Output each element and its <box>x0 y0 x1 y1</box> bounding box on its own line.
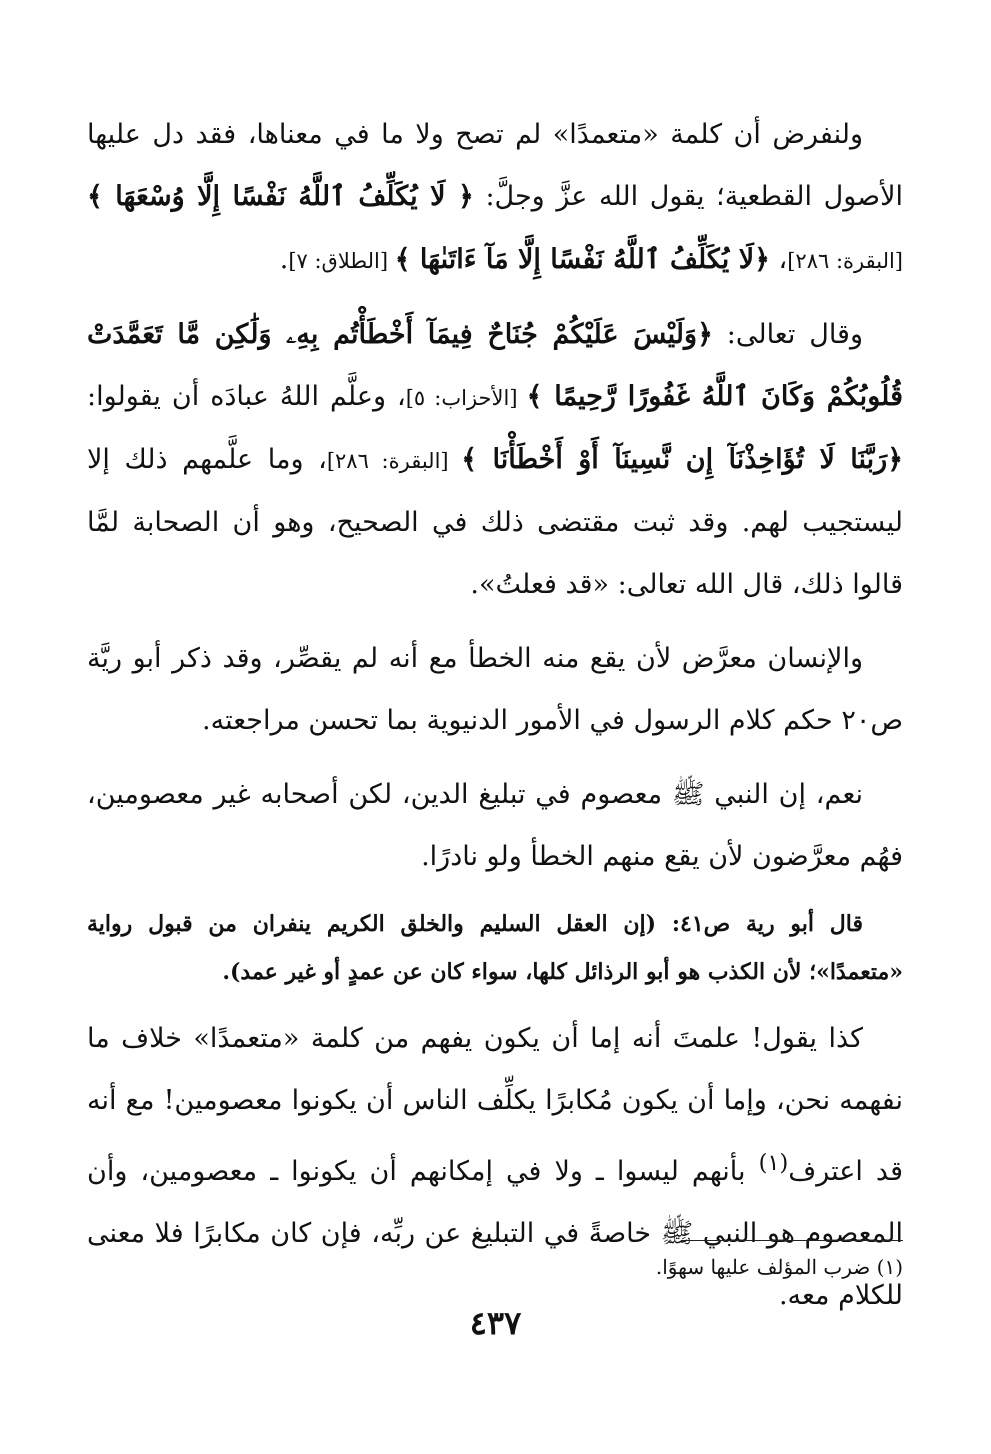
paragraph-text: ، وما علَّمهم ذلك إلا ليستجيب لهم. وقد ثبت مقتضى ذلك في الصحيح، وهو أن الصحابة لمَّا قالوا ذلك، قال الله تعالى: «قد فعلتُ». <box>87 444 903 600</box>
quran-verse: ﴿لَا يُكَلِّفُ ٱللَّهُ نَفْسًا إِلَّا مَآ ءَاتَىٰهَا ﴾ <box>394 244 770 275</box>
page-number: ٤٣٧ <box>469 1304 522 1342</box>
verse-reference: [البقرة: ٢٨٦] <box>787 249 903 273</box>
verse-reference: [الطلاق: ٧] <box>288 249 395 273</box>
paragraph-text: . <box>279 244 289 275</box>
paragraph-text: نعم، إن النبي ﷺ معصوم في تبليغ الدين، لكن أصحابه غير معصومين، فهُم معرَّضون لأن يقع منهم الخطأ ولو نادرًا. <box>87 779 903 872</box>
paragraph-text: والإنسان معرَّض لأن يقع منه الخطأ مع أنه لم يقصِّر، وقد ذكر أبو ريَّة ص٢٠ حكم كلام الرسول في الأمور الدنيوية بما تحسن مراجعته. <box>87 643 903 736</box>
footnote <box>403 1252 903 1282</box>
paragraph <box>87 628 903 752</box>
paragraph <box>87 104 903 292</box>
footnote-divider <box>681 1240 903 1241</box>
paragraph-text: ، <box>769 244 788 275</box>
paragraph-text: ولنفرض أن كلمة «متعمدًا» لم تصح ولا ما في معناها، فقد دل عليها الأصول القطعية؛ يقول الله عزَّ وجلَّ: <box>87 119 903 212</box>
paragraph <box>87 304 903 616</box>
verse-reference: [الأحزاب: ٥] <box>405 386 527 410</box>
footnote-text: ضرب المؤلف عليها سهوًا. <box>655 1255 871 1279</box>
quran-verse: ﴿رَبَّنَا لَا تُؤَاخِذْنَآ إِن نَّسِينَآ أَوْ أَخْطَأْنَا ﴾ <box>461 444 904 475</box>
verse-reference: [البقرة: ٢٨٦] <box>326 449 462 473</box>
quran-verse: ﴿وَلَيْسَ عَلَيْكُمْ جُنَاحٌ فِيمَآ أَخْطَأْتُم بِهِۦ وَلَٰكِن مَّا تَعَمَّدَتْ قُلُوبُكُمْ وَكَانَ ٱللَّهُ غَفُورًا رَّحِيمًا ﴾ <box>87 319 903 412</box>
paragraph-text: وقال تعالى: <box>712 319 863 350</box>
paragraph-text: ، وعلَّم اللهُ عبادَه أن يقولوا: <box>87 381 406 412</box>
quoted-paragraph <box>87 900 903 996</box>
footnote-reference: (١) <box>758 1150 789 1176</box>
paragraph-text: كذا يقول! علمتَ أنه إما أن يكون يفهم من كلمة «متعمدًا» خلاف ما نفهمه نحن، وإما أن يكون مُكابرًا يكلِّف الناس أن يكونوا معصومين! مع أنه قد اعترف <box>87 1023 904 1187</box>
footnote-marker: (١) <box>876 1255 903 1279</box>
paragraph-text: قال أبو رية ص٤١: (إن العقل السليم والخلق الكريم ينفران من قبول رواية «متعمدًا»؛ لأن الكذب هو أبو الرذائل كلها، سواء كان عن عمدٍ أو غير عمد). <box>87 911 903 985</box>
paragraph <box>87 764 903 888</box>
quran-verse: ﴿ لَا يُكَلِّفُ ٱللَّهُ نَفْسًا إِلَّا وُسْعَهَا ﴾ <box>87 181 474 212</box>
body-text <box>87 104 903 1339</box>
paragraph-text: بأنهم ليسوا ـ ولا في إمكانهم أن يكونوا ـ معصومين، وأن المعصوم هو النبي ﷺ خاصةً في التبليغ عن ربِّه، فإن كان مكابرًا فلا معنى للكلام معه. <box>87 1156 903 1311</box>
